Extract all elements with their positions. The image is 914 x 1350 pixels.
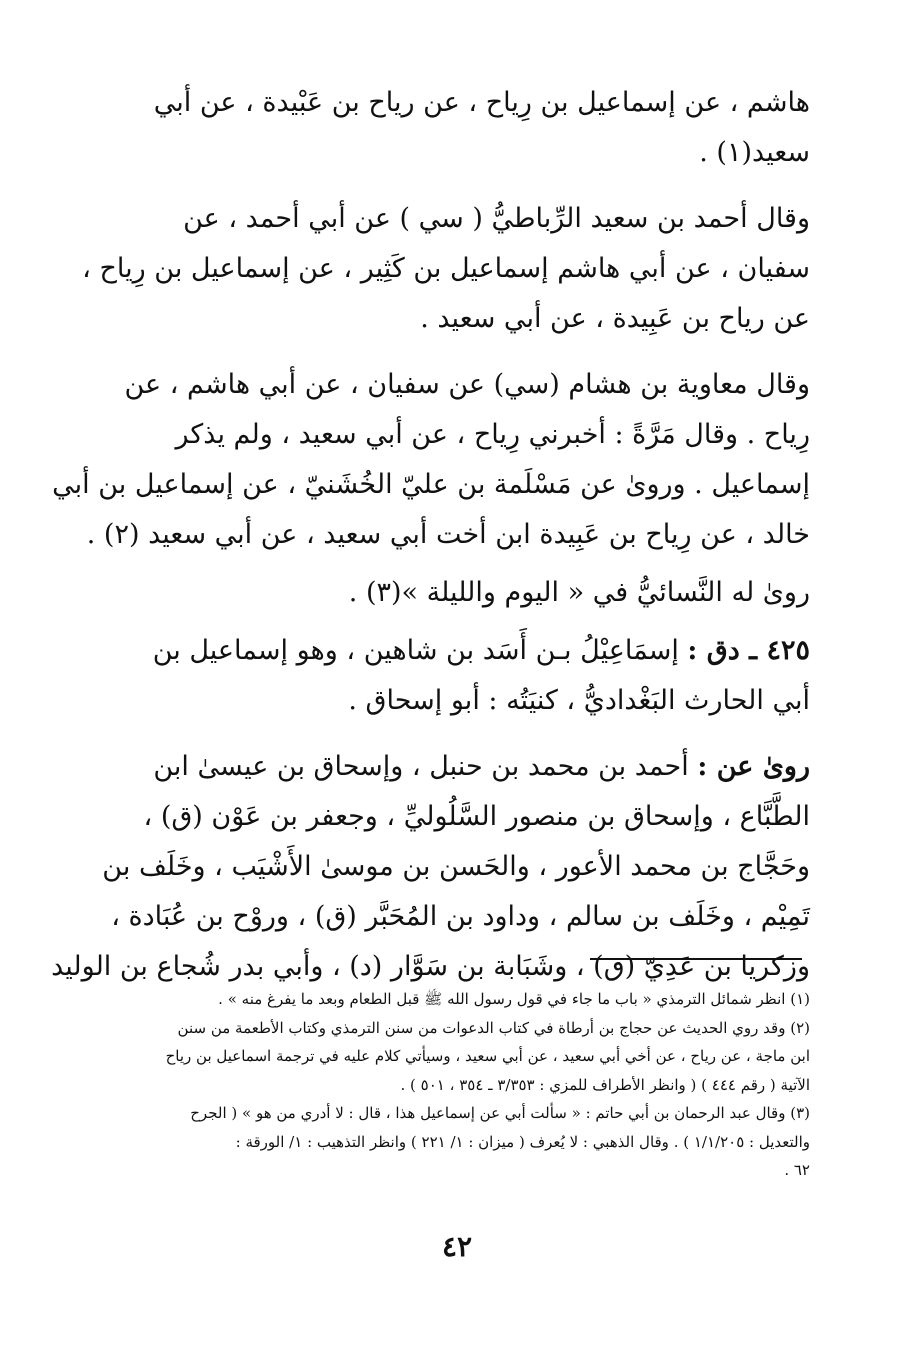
paragraph-gap xyxy=(100,560,810,568)
footnote-line: ٦٢ . xyxy=(784,1161,810,1179)
narrators-line xyxy=(100,742,810,792)
entry-number: ٤٢٥ ـ دق : xyxy=(687,635,810,666)
footnote-line: الآتية ( رقم ٤٤٤ ) ( وانظر الأطراف للمزي : ٣/٣٥٣ ـ ٣٥٤ ، ٥٠١ ) . xyxy=(400,1075,810,1094)
paragraph-gap xyxy=(100,618,810,626)
footnote-line: ابن ماجة ، عن رياح ، عن أخي أبي سعيد ، عن أبي سعيد ، وسيأتي كلام عليه في ترجمة اسماعيل بن رياح xyxy=(165,1047,810,1065)
text-line: تَمِيْم ، وخَلَف بن سالم ، وداود بن المُحَبَّر (ق) ، وروْح بن عُبَادة ، xyxy=(111,901,810,932)
narrator-list: أحمد بن محمد بن حنبل ، وإسحاق بن عيسىٰ ابن xyxy=(153,751,689,782)
text-line: رِياح . وقال مَرَّةً : أخبرني رِياح ، عن أبي سعيد ، ولم يذكر xyxy=(175,419,810,450)
text-line: خالد ، عن رِياح بن عَبِيدة ابن أخت أبي سعيد ، عن أبي سعيد (٢) . xyxy=(86,519,810,550)
text-line: أبي الحارث البَغْداديُّ ، كنيَتُه : أبو إسحاق . xyxy=(348,685,810,716)
text-line: روىٰ له النَّسائيُّ في « اليوم والليلة »(٣) . xyxy=(348,577,810,608)
paragraph-gap xyxy=(100,178,810,194)
footnote-line: والتعديل : ١/١/٢٠٥ ) . وقال الذهبي : لا يُعرف ( ميزان : ١/ ٢٢١ ) وانظر التذهيب : ١/ الورقة : xyxy=(235,1132,810,1151)
text-line: سعيد(١) . xyxy=(699,137,810,168)
text-line: وحَجَّاج بن محمد الأعور ، والحَسن بن موسىٰ الأَشْيَب ، وخَلَف بن xyxy=(102,851,810,882)
main-text xyxy=(51,78,810,992)
text-line: وزكريا بن عَدِيّ (ق) ، وشَبَابة بن سَوَّار (د) ، وأبي بدر شُجاع بن الوليد xyxy=(51,951,810,982)
text-line: عن رياح بن عَبِيدة ، عن أبي سعيد . xyxy=(420,303,810,334)
narrated-from-label: روىٰ عن : xyxy=(697,751,810,782)
paragraph-gap xyxy=(100,726,810,742)
entry-heading-line xyxy=(100,626,810,676)
text-line: وقال أحمد بن سعيد الرِّباطيُّ ( سي ) عن أبي أحمد ، عن xyxy=(183,203,810,234)
paragraph-gap xyxy=(100,344,810,360)
entry-name: إسمَاعِيْلُ بـن أَسَد بن شاهين ، وهو إسماعيل بن xyxy=(152,635,679,666)
text-line: هاشم ، عن إسماعيل بن رِياح ، عن رياح بن عَبْيدة ، عن أبي xyxy=(153,87,810,118)
text-line: الطَّبَّاع ، وإسحاق بن منصور السَّلُوليِّ ، وجعفر بن عَوْن (ق) ، xyxy=(143,801,810,832)
footnote-divider xyxy=(590,958,802,960)
page-number: ٤٢ xyxy=(441,1230,473,1263)
footnote-line: (٢) وقد روي الحديث عن حجاج بن أرطاة في كتاب الدعوات من سنن الترمذي وكتاب الأطعمة من سنن xyxy=(177,1018,810,1037)
footnotes xyxy=(100,985,810,1185)
text-line: وقال معاوية بن هشام (سي) عن سفيان ، عن أبي هاشم ، عن xyxy=(124,369,810,400)
footnote-line: (٣) وقال عبد الرحمان بن أبي حاتم : « سألت أبي عن إسماعيل هذا ، قال : لا أدري من هو » ( الجرح xyxy=(190,1104,810,1122)
text-line: إسماعيل . وروىٰ عن مَسْلَمة بن عليّ الخُشَنيّ ، عن إسماعيل بن أبي xyxy=(52,469,810,500)
text-line: سفيان ، عن أبي هاشم إسماعيل بن كَثِير ، عن إسماعيل بن رِياح ، xyxy=(82,253,810,284)
footnote-line: (١) انظر شمائل الترمذي « باب ما جاء في قول رسول الله ﷺ قبل الطعام وبعد ما يفرغ منه » . xyxy=(218,990,810,1008)
